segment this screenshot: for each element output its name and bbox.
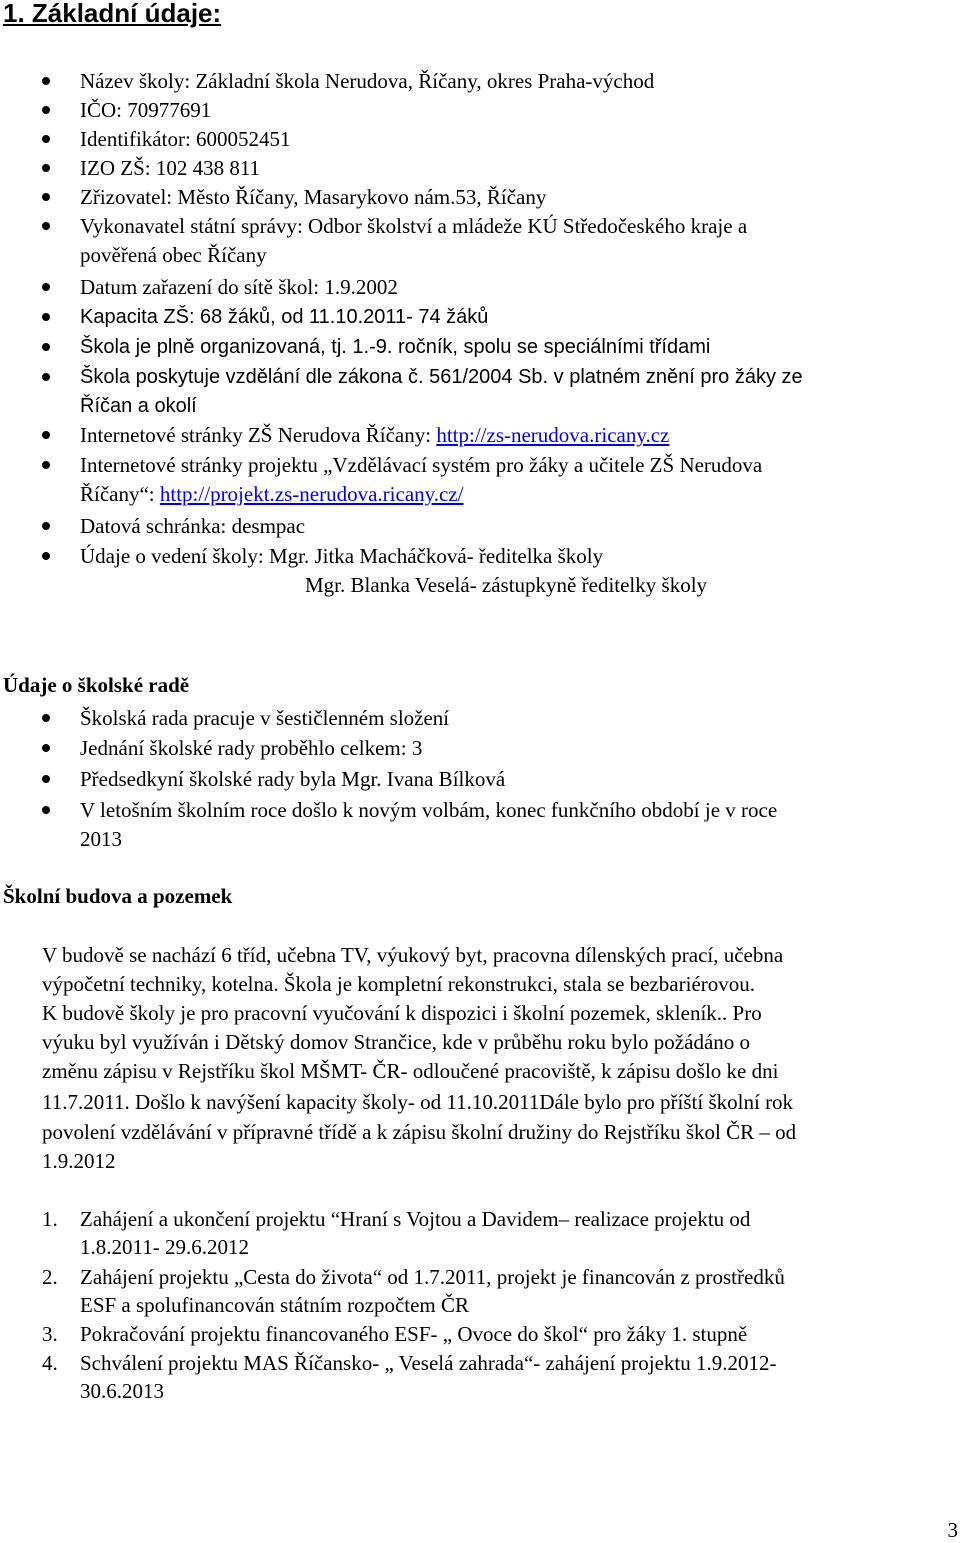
list-item: Zřizovatel: Město Říčany, Masarykovo nám.53, Říčany (80, 185, 547, 209)
bullet-icon (42, 552, 50, 560)
list-item: IČO: 70977691 (80, 98, 212, 122)
list-item: Zahájení a ukončení projektu “Hraní s Vojtou a Davidem– realizace projektu od (80, 1207, 751, 1231)
project-site-label: Říčany“: (80, 482, 160, 506)
list-item: Údaje o vedení školy: Mgr. Jitka Macháčková- ředitelka školy (80, 544, 604, 568)
list-item-continuation: 1.8.2011- 29.6.2012 (80, 1235, 249, 1259)
bullet-icon (42, 714, 50, 722)
list-item-continuation: Říčan a okolí (80, 395, 197, 417)
bullet-icon (42, 193, 50, 201)
list-item: Školská rada pracuje v šestičlenném složení (80, 706, 450, 730)
bullet-icon (42, 283, 50, 291)
project-website-link[interactable]: http://projekt.zs-nerudova.ricany.cz/ (159, 482, 464, 506)
paragraph-line: změnu zápisu v Rejstříku škol MŠMT- ČR- odloučené pracoviště, k zápisu došlo ke dni (42, 1059, 779, 1083)
bullet-icon (42, 744, 50, 752)
list-item-continuation: ESF a spolufinancován státním rozpočtem ČR (80, 1293, 470, 1317)
list-item: Kapacita ZŠ: 68 žáků, od 11.10.2011- 74 žáků (80, 306, 489, 328)
website-label: Internetové stránky ZŠ Nerudova Říčany: (80, 423, 437, 447)
list-item: Vykonavatel státní správy: Odbor školství a mládeže KÚ Středočeského kraje a (80, 214, 748, 238)
page-number: 3 (947, 1518, 958, 1542)
list-item: Datum zařazení do sítě škol: 1.9.2002 (80, 275, 398, 299)
list-item-continuation: 30.6.2013 (80, 1379, 164, 1403)
list-item: Schválení projektu MAS Říčansko- „ Veselá zahrada“- zahájení projektu 1.9.2012- (80, 1351, 777, 1375)
list-number: 1. (42, 1207, 58, 1231)
bullet-icon (42, 222, 50, 230)
list-item: Identifikátor: 600052451 (80, 127, 291, 151)
section-title-building: Školní budova a pozemek (3, 884, 233, 908)
paragraph-line: výuku byl využíván i Dětský domov Strančice, kde v průběhu roku bylo požádáno o (42, 1030, 751, 1054)
list-item: Předsedkyní školské rady byla Mgr. Ivana Bílková (80, 767, 506, 791)
bullet-icon (42, 313, 50, 321)
list-item: Škola je plně organizovaná, tj. 1.-9. ročník, spolu se speciálními třídami (80, 336, 711, 358)
list-number: 2. (42, 1265, 58, 1289)
paragraph-line: V budově se nachází 6 tříd, učebna TV, výukový byt, pracovna dílenských prací, učebna (42, 943, 784, 967)
bullet-icon (42, 461, 50, 469)
school-website-link[interactable]: http://zs-nerudova.ricany.cz (436, 423, 670, 447)
page-title: 1. Základní údaje: (3, 0, 222, 28)
bullet-icon (42, 373, 50, 381)
list-number: 3. (42, 1322, 58, 1346)
bullet-icon (42, 77, 50, 85)
list-item-continuation (80, 480, 464, 508)
list-item: Internetové stránky projektu „Vzdělávací systém pro žáky a učitele ZŠ Nerudova (80, 453, 763, 477)
paragraph-line: 1.9.2012 (42, 1149, 116, 1173)
list-item: V letošním školním roce došlo k novým volbám, konec funkčního období je v roce (80, 798, 778, 822)
bullet-icon (42, 522, 50, 530)
list-item-website (80, 421, 669, 449)
list-item: Škola poskytuje vzdělání dle zákona č. 561/2004 Sb. v platném znění pro žáky ze (80, 366, 803, 388)
bullet-icon (42, 431, 50, 439)
paragraph-line: povolení vzdělávání v přípravné třídě a k zápisu školní družiny do Rejstříku škol ČR – od (42, 1120, 797, 1144)
list-item: Pokračování projektu financovaného ESF- „ Ovoce do škol“ pro žáky 1. stupně (80, 1322, 748, 1346)
list-item-continuation: Mgr. Blanka Veselá- zástupkyně ředitelky školy (305, 573, 708, 597)
paragraph-line: K budově školy je pro pracovní vyučování k dispozici i školní pozemek, skleník.. Pro (42, 1001, 762, 1025)
paragraph-line: výpočetní techniky, kotelna. Škola je kompletní rekonstrukci, stala se bezbariérovou. (42, 972, 756, 996)
list-item-continuation: pověřená obec Říčany (80, 243, 267, 267)
section-title-school-board: Údaje o školské radě (3, 673, 190, 697)
bullet-icon (42, 106, 50, 114)
list-item: Zahájení projektu „Cesta do života“ od 1.7.2011, projekt je financován z prostředků (80, 1265, 785, 1289)
list-item: Jednání školské rady proběhlo celkem: 3 (80, 736, 423, 760)
list-item-continuation: 2013 (80, 827, 122, 851)
bullet-icon (42, 343, 50, 351)
bullet-icon (42, 164, 50, 172)
list-item: IZO ZŠ: 102 438 811 (80, 156, 261, 180)
list-item: Název školy: Základní škola Nerudova, Říčany, okres Praha-východ (80, 69, 655, 93)
paragraph-line: 11.7.2011. Došlo k navýšení kapacity školy- od 11.10.2011Dále bylo pro příští školní rok (42, 1090, 794, 1114)
list-item: Datová schránka: desmpac (80, 514, 306, 538)
bullet-icon (42, 806, 50, 814)
bullet-icon (42, 775, 50, 783)
list-number: 4. (42, 1351, 58, 1375)
bullet-icon (42, 135, 50, 143)
